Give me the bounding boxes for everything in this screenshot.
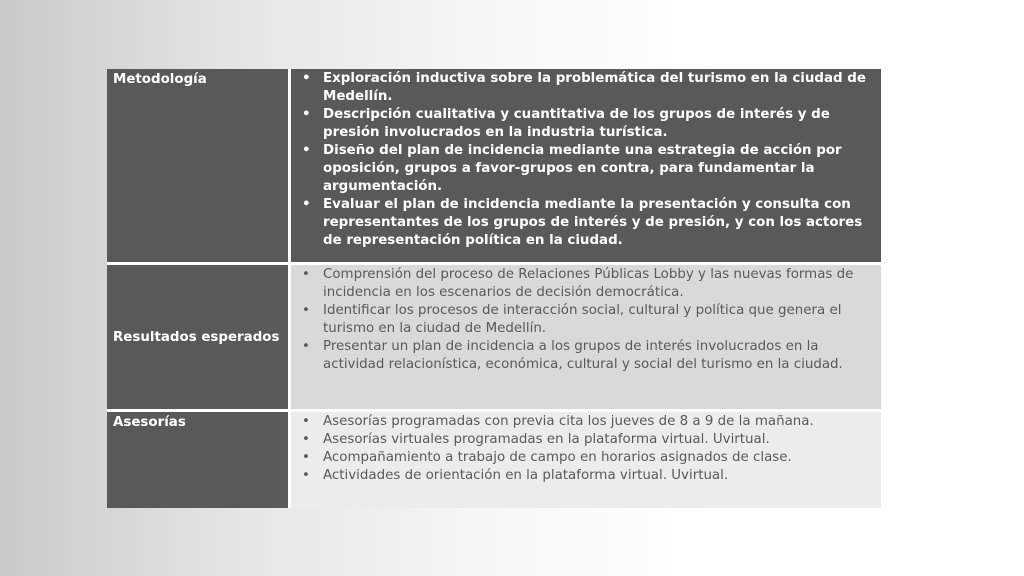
list-item [299, 338, 871, 374]
list-item [299, 413, 871, 431]
row-label: Resultados esperados [107, 265, 291, 409]
list-item [299, 70, 871, 106]
list-item-text: Evaluar el plan de incidencia mediante la presentación y consulta con representantes de los grupos de interés y de presión, y con los actores de representación política en la ciudad. [323, 197, 863, 248]
bullet-icon: • [302, 71, 311, 86]
table-row-asesorias [107, 412, 881, 508]
table-row-resultados [107, 265, 881, 412]
row-content [291, 412, 881, 508]
list-item-text: Asesorías virtuales programadas en la plataforma virtual. Uvirtual. [323, 432, 770, 447]
bullet-icon: • [302, 450, 310, 465]
bullet-icon: • [302, 468, 310, 483]
list-item-text: Diseño del plan de incidencia mediante una estrategia de acción por oposición, grupos a favor-grupos en contra, para fundamentar la argumentación. [323, 143, 842, 194]
list-item [299, 302, 871, 338]
list-item [299, 266, 871, 302]
info-table [107, 69, 881, 508]
bullet-list [299, 266, 871, 374]
list-item-text: Asesorías programadas con previa cita los jueves de 8 a 9 de la mañana. [323, 414, 814, 429]
bullet-icon: • [302, 414, 310, 429]
row-label: Metodología [107, 69, 291, 262]
row-content [291, 265, 881, 409]
list-item-text: Actividades de orientación en la plataforma virtual. Uvirtual. [323, 468, 729, 483]
list-item [299, 449, 871, 467]
bullet-icon: • [302, 303, 310, 318]
bullet-icon: • [302, 339, 310, 354]
bullet-list [299, 413, 871, 485]
row-content [291, 69, 881, 262]
list-item [299, 106, 871, 142]
bullet-icon: • [302, 107, 311, 122]
bullet-icon: • [302, 143, 311, 158]
bullet-icon: • [302, 267, 310, 282]
list-item-text: Exploración inductiva sobre la problemática del turismo en la ciudad de Medellín. [323, 71, 866, 104]
table-row-metodologia [107, 69, 881, 265]
list-item-text: Presentar un plan de incidencia a los grupos de interés involucrados en la actividad relacionística, económica, cultural y social del turismo en la ciudad. [323, 339, 843, 372]
list-item-text: Identificar los procesos de interacción social, cultural y política que genera el turismo en la ciudad de Medellín. [323, 303, 842, 336]
list-item [299, 142, 871, 196]
bullet-icon: • [302, 197, 311, 212]
list-item [299, 196, 871, 250]
bullet-list [299, 70, 871, 250]
list-item-text: Acompañamiento a trabajo de campo en horarios asignados de clase. [323, 450, 792, 465]
list-item-text: Descripción cualitativa y cuantitativa de los grupos de interés y de presión involucrados en la industria turística. [323, 107, 830, 140]
bullet-icon: • [302, 432, 310, 447]
list-item [299, 467, 871, 485]
row-label: Asesorías [107, 412, 291, 508]
list-item-text: Comprensión del proceso de Relaciones Públicas Lobby y las nuevas formas de incidencia en los escenarios de decisión democrática. [323, 267, 854, 300]
list-item [299, 431, 871, 449]
